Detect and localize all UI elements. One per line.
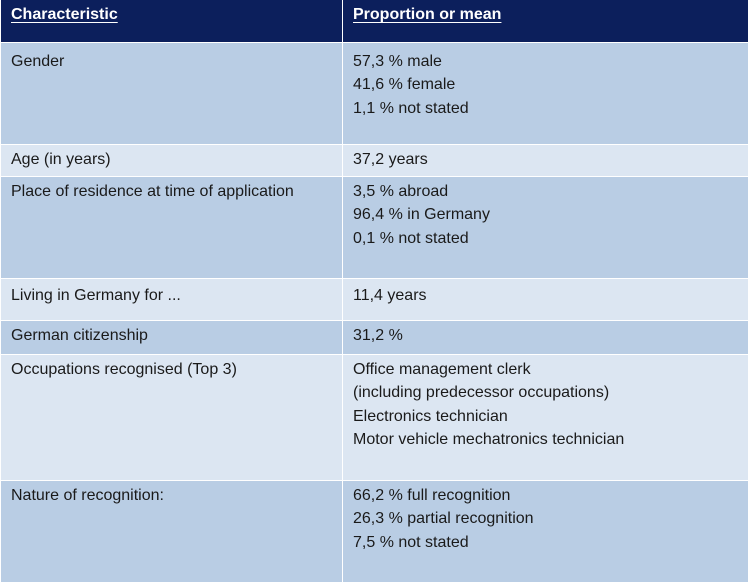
value-cell — [343, 355, 748, 480]
characteristic-cell — [1, 279, 343, 320]
value-line: (including predecessor occupations) — [353, 384, 610, 402]
characteristic-cell — [1, 177, 343, 278]
characteristic-label: Living in Germany for ... — [11, 287, 181, 304]
value-line: 41,6 % female — [353, 76, 456, 94]
value-line: 66,2 % full recognition — [353, 487, 511, 504]
characteristic-label: Gender — [11, 53, 65, 70]
value-line: 11,4 years — [353, 287, 427, 304]
value-cell — [343, 279, 748, 320]
value-line: 1,1 % not stated — [353, 99, 469, 117]
characteristic-cell — [1, 355, 343, 480]
header-cell-proportion — [343, 0, 748, 42]
value-line: 57,3 % male — [353, 53, 442, 70]
characteristic-cell — [1, 43, 343, 144]
value-cell — [343, 321, 748, 354]
value-line: Office management clerk — [353, 361, 531, 378]
value-line: 96,4 % in Germany — [353, 206, 490, 224]
characteristic-label: Age (in years) — [11, 151, 111, 168]
table-row-occupations — [1, 355, 748, 481]
header-characteristic-label: Characteristic — [11, 6, 118, 23]
value-line: 3,5 % abroad — [353, 183, 449, 200]
characteristic-cell — [1, 321, 343, 354]
table-header-row — [1, 0, 748, 43]
characteristic-cell — [1, 145, 343, 176]
table-row-citizenship — [1, 321, 748, 355]
characteristic-label: Nature of recognition: — [11, 487, 164, 504]
header-cell-characteristic — [1, 0, 343, 42]
table-row-living-in-germany — [1, 279, 748, 321]
value-line: 0,1 % not stated — [353, 229, 469, 247]
value-line: Motor vehicle mechatronics technician — [353, 430, 625, 448]
value-cell — [343, 145, 748, 176]
value-line: 26,3 % partial recognition — [353, 510, 534, 528]
table-row-residence — [1, 177, 748, 279]
value-cell — [343, 177, 748, 278]
value-cell — [343, 481, 748, 582]
table-row-age — [1, 145, 748, 177]
value-cell — [343, 43, 748, 144]
table-row-nature-of-recognition — [1, 481, 748, 583]
value-line: Electronics technician — [353, 407, 508, 425]
table-row-gender — [1, 43, 748, 145]
header-proportion-label: Proportion or mean — [353, 6, 502, 23]
characteristic-label: German citizenship — [11, 327, 148, 344]
characteristic-label: Place of residence at time of application — [11, 183, 294, 200]
value-line: 7,5 % not stated — [353, 533, 469, 551]
value-line: 37,2 years — [353, 151, 428, 168]
characteristic-label: Occupations recognised (Top 3) — [11, 361, 237, 378]
value-line: 31,2 % — [353, 327, 403, 344]
characteristic-cell — [1, 481, 343, 582]
